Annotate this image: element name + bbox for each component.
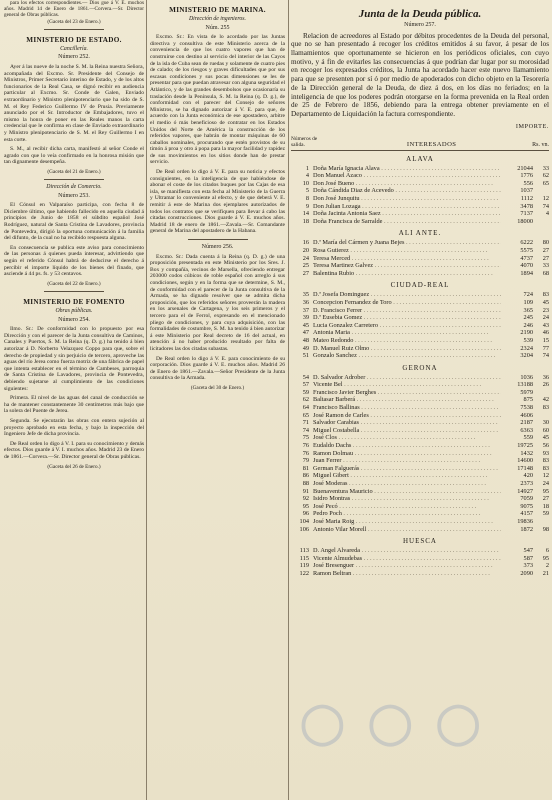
- importe-header: IMPORTE.: [515, 122, 549, 130]
- row-amount: 1037: [520, 187, 533, 195]
- row-name: Gonzalo Sanchez . . .: [313, 352, 501, 360]
- table-row: [291, 518, 549, 526]
- row-name: Don Julian Lozaga . . .: [313, 203, 501, 211]
- row-name: José Pecó . . .: [313, 503, 501, 511]
- source-note: (Gaceta del 21 de Enero.): [47, 168, 101, 175]
- item-number: Núm. 255: [205, 24, 230, 31]
- table-row: [291, 374, 549, 382]
- row-number: 76: [302, 442, 309, 450]
- row-name: Doña Jacinta Antonia Saez . . .: [313, 210, 501, 218]
- row-cents: 59: [542, 510, 549, 518]
- row-name: Lucia Gonzalez Carretero . . .: [313, 322, 501, 330]
- table-row: [291, 381, 549, 389]
- section-subtitle: Dirección de Comercio.: [46, 184, 102, 191]
- article-paragraph: Primera. El nivel de las aguas del canal de conducción se ha de mantener constantemente 30 centímetros más bajo que la solera del Puente de Jerea.: [4, 395, 144, 415]
- row-amount: 547: [523, 547, 533, 555]
- row-name: D. Francisco Ferrer . . .: [313, 307, 501, 315]
- item-number: Número 254.: [58, 316, 90, 323]
- table-row: [291, 547, 549, 555]
- row-name: Pedro Poch . . .: [313, 510, 501, 518]
- row-name: Doña Cándida Diaz de Acevedo . . .: [313, 187, 501, 195]
- table-row: [291, 465, 549, 473]
- table-row: [291, 247, 549, 255]
- row-amount: 6222: [520, 239, 533, 247]
- row-cents: 27: [542, 246, 549, 254]
- row-number: 71: [302, 419, 309, 427]
- article-paragraph: S. M., al recibir dicha carta, manifestó al señor Conde el agrado con que lo veía confirmado en la honrosa misión que tan dignamente desempeña.: [4, 146, 144, 166]
- row-number: 75: [302, 434, 309, 442]
- table-row: [291, 503, 549, 511]
- row-cents: 30: [542, 419, 549, 427]
- table-row: [291, 412, 549, 420]
- table-row: [291, 495, 549, 503]
- row-cents: [533, 412, 549, 420]
- table-row: [291, 187, 549, 195]
- row-cents: 83: [542, 457, 549, 465]
- table-row: [291, 255, 549, 263]
- row-number: 88: [302, 480, 309, 487]
- row-cents: 83: [542, 291, 549, 299]
- row-amount: 373: [523, 562, 533, 570]
- row-name: Concepcion Fernandez de Toro . . .: [313, 299, 501, 307]
- row-name: D.ª María del Cármen y Juana Bejes . . .: [313, 239, 501, 247]
- section-title-junta: Junta de la Deuda pública.: [358, 8, 482, 20]
- table-header: [291, 136, 549, 151]
- column-right: [291, 0, 549, 800]
- row-number: 91: [302, 487, 309, 495]
- section-title-estado: MINISTERIO DE ESTADO.: [26, 35, 122, 44]
- article-paragraph: Excmo. Sr.: Dada cuenta á la Reina (q. D. g.) de una proposición presentada en este Ministerio por los Sres. J. Box y compañía, vecinos de Marsella, ofreciendo entregar 203000 codos cúbicos de roble español con arreglo á sus condiciones, según y en la forma que se determine, S. M., de conformidad con el parecer de la Junta consultiva de la Armada, se ha dignado resolver que se admita dicha proposición, que los referidos señores proveerán la madera en los arsenales de Cartagena, y los seis primeros y el tercero para el de Ferrol, expresando en el mencionado pliego de condiciones, y para cuya adquisición, con las formalidades de costumbre, S. M. ha tenido á bien autorizar á este Ministerio por Real decreto de 16 del actual, en atención á no haber producido resultado por falta de licitadores las dos citadas subastas.: [150, 253, 285, 352]
- row-name: Teresa Merced . . .: [313, 255, 501, 263]
- row-name: Eudaldo Dachs . . .: [313, 442, 501, 450]
- row-amount: 556: [523, 179, 533, 187]
- table-row: [291, 434, 549, 442]
- table-row: [291, 526, 549, 534]
- row-cents: 36: [542, 373, 549, 381]
- row-number: 79: [302, 457, 309, 465]
- row-number: 47: [302, 329, 309, 337]
- row-cents: 83: [542, 404, 549, 412]
- table-row: [291, 345, 549, 353]
- row-number: 65: [302, 411, 309, 419]
- row-amount: 4157: [520, 510, 533, 518]
- row-number: 57: [302, 381, 309, 389]
- row-name: José Moderas . . .: [313, 480, 501, 488]
- row-number: 14: [302, 210, 309, 218]
- row-amount: 14600: [517, 457, 533, 465]
- row-number: 92: [302, 495, 309, 503]
- row-number: 45: [302, 321, 309, 329]
- table-row: [291, 570, 549, 578]
- row-amount: 7137: [520, 210, 533, 218]
- row-cents: 45: [542, 434, 549, 442]
- row-number: 119: [299, 562, 309, 570]
- row-number: 27: [302, 269, 309, 277]
- row-name: D.ª Josefa Dominguez . . .: [313, 291, 501, 299]
- table-row: [291, 210, 549, 218]
- source-note: (Gaceta del 22 de Enero.): [47, 280, 101, 287]
- article-paragraph: De Real orden lo digo á V. E. para conocimiento de su corporación. Dios guarde á V. E. muchos años. Madrid 26 de Enero de 1861.—Zavala.—Señor Presidente de la Junta consultiva de la Armada.: [150, 355, 285, 382]
- row-cents: 80: [542, 239, 549, 247]
- row-amount: 18000: [517, 217, 533, 225]
- row-cents: 24: [542, 314, 549, 322]
- table-row: [291, 555, 549, 563]
- row-amount: 14927: [517, 487, 533, 495]
- row-name: D. Manuel Ruiz Olmo . . .: [313, 345, 501, 353]
- row-name: Don José Bueno . . .: [313, 180, 501, 188]
- row-number: 113: [299, 547, 309, 555]
- table-row: [291, 314, 549, 322]
- row-amount: 2373: [520, 480, 533, 487]
- article-paragraph: Relacion de acreedores al Estado por débitos procedentes de la Deuda del personal, que no se han presentado á recoger los créditos emitidos á su favor, á pesar de los llamamientos que oportunamente se hicieron en los periódicos oficiales, con cuyo motivo, y á fin de evitarles las consecuencias á que podrían dar lugar por su morosidad en recoger los expresados créditos, la Junta ha acordado hacer este nuevo llamamiento para que se presenten por sí ó por medio de apoderados con dicho objeto en la Tesorería de la Dirección general de la Deuda, de diez á dos, en los días no feriados; en la inteligencia de que los poderes podrán otorgarse en la forma prevenida en la Real orden de 25 de Febrero de 1856, debiendo para la entrega obtener previamente en el Departamento de Liquidación la factura correspondiente.: [291, 31, 549, 118]
- row-name: Doña María Ignacia Alava . . .: [313, 165, 501, 173]
- column-left: [4, 0, 144, 800]
- section-subtitle: Cancillería.: [60, 45, 88, 52]
- article-paragraph: El Cónsul en Valparaíso participa, con fecha 8 de Diciembre último, que habiendo fallecido en aquella ciudad á principios de Junio de 1858 el súbdito español José Rodríguez, natural de Santa Cristina de Lavadores, provincia de Pontevedra, dirigió la oportuna comunicación á la familia del difunto, de la cual no ha recibido respuesta alguna.: [4, 202, 144, 242]
- row-cents: 95: [542, 487, 549, 495]
- table-row: [291, 262, 549, 270]
- province-heading: ALAVA: [406, 154, 434, 163]
- source-note: (Gaceta del 26 de Enero.): [47, 463, 101, 470]
- divider: [44, 179, 104, 180]
- row-cents: 26: [542, 381, 549, 389]
- row-amount: 420: [523, 472, 533, 480]
- row-cents: 43: [542, 321, 549, 329]
- row-name: Antonia Maria . . .: [313, 329, 501, 337]
- table-row: [291, 442, 549, 450]
- row-number: 51: [302, 352, 309, 360]
- province-heading: ALI ANTE.: [398, 229, 442, 238]
- row-cents: 12: [542, 195, 549, 202]
- row-amount: 365: [523, 306, 533, 314]
- table-row: [291, 389, 549, 397]
- row-amount: 2090: [520, 569, 533, 577]
- row-number: 106: [299, 525, 309, 533]
- watermark-stamp: ◯ ◯ ◯: [300, 701, 487, 745]
- row-amount: 3478: [520, 202, 533, 210]
- row-number: 36: [302, 298, 309, 306]
- section-title-fomento: MINISTERIO DE FOMENTO: [23, 298, 125, 307]
- row-amount: 559: [523, 434, 533, 442]
- province-heading: HUESCA: [402, 537, 437, 546]
- row-name: Mateo Redondo . . .: [313, 337, 501, 345]
- row-amount: 1872: [520, 525, 533, 533]
- table-row: [291, 352, 549, 360]
- row-cents: 74: [542, 352, 549, 360]
- row-name: Miguel Costabella . . .: [313, 427, 501, 435]
- row-number: 37: [302, 306, 309, 314]
- row-name: Ramon Dolmau . . .: [313, 450, 501, 458]
- section-subtitle: Obras públicas.: [55, 308, 93, 315]
- row-name: Salvador Carabias . . .: [313, 419, 501, 427]
- table-row: [291, 562, 549, 570]
- table-row: [291, 337, 549, 345]
- row-number: 86: [302, 472, 309, 480]
- row-amount: 587: [523, 554, 533, 562]
- row-amount: 19836: [517, 517, 533, 525]
- item-number: Número 253.: [58, 192, 90, 199]
- row-amount: 7538: [520, 404, 533, 412]
- row-amount: 245: [523, 314, 533, 322]
- article-paragraph: Ayer á las nueve de la noche S. M. la Reina nuestra Señora, acompañada del Excmo. Sr. Presidente del Consejo de Ministros, Primer Secretario interino de Estado, y de los altos funcionarios de la Real Casa, se dignó recibir en audiencia particular al Excmo. Sr. Conde de Galen, Enviado extraordinario y Ministro plenipotenciario que ha sido de S. M. el Rey Federico Guillermo IV de Prusia. Previamente anunciado por el Sr. Introductor de Embajadores, tuvo el mismo la honra de poner en las Reales manos la carta credencial que le confirma en clase de Enviado extraordinario y Ministro plenipotenciario de S. M. el Rey Guillermo I en esta corte.: [4, 64, 144, 143]
- row-name: Miguel Gibert . . .: [313, 472, 501, 480]
- row-name: D. Salvador Adrober . . .: [313, 374, 501, 382]
- row-amount: 5575: [520, 246, 533, 254]
- row-cents: [533, 518, 549, 526]
- row-cents: 62: [542, 172, 549, 180]
- row-amount: 1776: [520, 172, 533, 180]
- article-paragraph: De Real orden lo digo á V. E. para su noticia y efectos consiguientes, en la inteligencia de que habiéndose de abonar el coste de los citados buques por las Cajas de esa isla, se manifiesta con esta fecha al Ministerio de la Guerra y Ultramar lo conveniente al efecto, y de que deberá V. E. remitir á este de Marina dos ejemplares autorizados de todos los contratos que se verifiquen para llevar á cabo las citadas construcciones. Dios guarde á V. E. muchos años. Madrid 18 de enero de 1861.—Zavala.—Sr. Comandante general de Marina del apostadero de la Habana.: [150, 169, 285, 235]
- row-amount: 1432: [520, 449, 533, 457]
- row-amount: 1036: [520, 373, 533, 381]
- row-number: 5: [305, 187, 309, 195]
- row-name: Baltasar Barberá . . .: [313, 396, 501, 404]
- row-name: Vicente Almudebas . . .: [313, 555, 501, 563]
- article-paragraph: En consecuencia se publica este aviso para conocimiento de las personas á quienes pueda interesar, advirtiendo que según el referido Cónsul habrá de deducirse el derecho á percibir el importe líquido de los bienes del finado, que asciende á 44 ps. fs. y 53 centavos.: [4, 244, 144, 278]
- row-number: 74: [302, 426, 309, 434]
- row-name: German Falguerás . . .: [313, 465, 501, 473]
- row-number: 24: [302, 254, 309, 262]
- row-number: 48: [302, 336, 309, 344]
- article-paragraph: Ilmo. Sr.: De conformidad con lo propuesto por esa Dirección y con el parecer de la Junta consultiva de Caminos, Canales y Puertos, S. M. la Reina (q. D. g.) ha tenido á bien autorizar á D. Norberto Velazquez Coppo para que, sobre el derecho de propiedad y sin perjuicio de tercero, aproveche las aguas del río Jerea como fuerza motriz de una fábrica de papel que intenta establecer en el término de Cambeses, parroquia de Santa Cristina de Lavadores, provincia de Pontevedra, debiendo sujetarse al cumplimiento de las condiciones siguientes:: [4, 326, 144, 392]
- row-number: 76: [302, 449, 309, 457]
- row-cents: 24: [542, 480, 549, 487]
- row-cents: 77: [542, 344, 549, 352]
- row-name: José Bresenguer . . .: [313, 562, 501, 570]
- row-cents: 33: [542, 262, 549, 270]
- row-amount: 1112: [520, 195, 533, 202]
- row-amount: 2190: [520, 329, 533, 337]
- row-name: Don Manuel Azaco . . .: [313, 172, 501, 180]
- row-number: 20: [302, 246, 309, 254]
- row-name: José Clos . . .: [313, 434, 501, 442]
- row-name: Francisco Javier Berghes . . .: [313, 389, 501, 397]
- row-cents: 74: [542, 202, 549, 210]
- row-amount: 5979: [520, 388, 533, 396]
- row-number: 10: [302, 179, 309, 187]
- row-amount: 7059: [520, 495, 533, 503]
- row-cents: 15: [542, 336, 549, 344]
- divider: [44, 29, 104, 30]
- column-divider: [146, 0, 147, 800]
- table-row: [291, 404, 549, 412]
- source-note: (Gaceta del 30 de Enero.): [190, 384, 245, 391]
- table-row: [291, 480, 549, 488]
- row-cents: [533, 218, 549, 226]
- row-name: Antonio Vilar Morell . . .: [313, 526, 501, 534]
- row-number: 64: [302, 404, 309, 412]
- row-cents: 93: [542, 449, 549, 457]
- row-amount: 13188: [517, 381, 533, 389]
- table-row: [291, 218, 549, 226]
- divider: [188, 239, 248, 240]
- row-number: 35: [302, 291, 309, 299]
- row-cents: 6: [545, 547, 549, 555]
- row-amount: 875: [523, 396, 533, 404]
- row-cents: 33: [542, 164, 549, 172]
- table-row: [291, 172, 549, 180]
- source-note: (Gaceta del 23 de Enero.): [47, 18, 101, 25]
- table-row: [291, 195, 549, 203]
- row-cents: 45: [542, 298, 549, 306]
- column-divider: [288, 0, 289, 800]
- row-amount: 246: [523, 321, 533, 329]
- row-cents: 27: [542, 495, 549, 503]
- table-row: [291, 291, 549, 299]
- article-paragraph: De Real orden lo digo á V. I. para su conocimiento y demás efectos. Dios guarde á V. I. muchos años. Madrid 23 de Enero de 1861.—Corvera.—Sr. Director general de Obras públicas.: [4, 440, 144, 460]
- row-amount: 724: [523, 291, 533, 299]
- row-cents: [533, 389, 549, 397]
- row-name: Don José Junquitu . . .: [313, 195, 501, 203]
- item-number: Número 256.: [201, 244, 234, 250]
- table-row: [291, 203, 549, 211]
- row-number: 4: [305, 172, 309, 180]
- article-paragraph: Segunda. Se ejecutarán las obras con entera sujeción al proyecto aprobado en esta fecha, y bajo la inspección del Ingeniero Jefe de dicha provincia.: [4, 417, 144, 438]
- row-number: 1: [305, 164, 309, 172]
- row-cents: 23: [542, 306, 549, 314]
- column-middle: [150, 0, 285, 800]
- table-row: [291, 299, 549, 307]
- row-cents: 4: [545, 210, 549, 218]
- item-number: Número 257.: [404, 22, 436, 28]
- row-cents: 56: [542, 442, 549, 450]
- row-amount: 109: [523, 298, 533, 306]
- table-row: [291, 450, 549, 458]
- row-cents: 83: [542, 464, 549, 472]
- table-row: [291, 329, 549, 337]
- row-number: 49: [302, 344, 309, 352]
- row-number: 18: [302, 217, 309, 225]
- row-name: Teresa Martinez Galvez . . .: [313, 262, 501, 270]
- item-number: Número 252.: [58, 54, 90, 61]
- row-cents: 12: [542, 472, 549, 480]
- row-amount: 17148: [517, 464, 533, 472]
- column-header-number: Números de salida.: [291, 135, 318, 148]
- row-number: 122: [299, 569, 309, 577]
- row-name: José Ramon de Carles . . .: [313, 412, 501, 420]
- column-header-amount: Rs. vn.: [532, 141, 549, 148]
- row-cents: 27: [542, 254, 549, 262]
- table-row: [291, 396, 549, 404]
- row-name: Balentina Rubio . . .: [313, 270, 501, 278]
- row-amount: 21044: [517, 164, 533, 172]
- table-row: [291, 322, 549, 330]
- row-number: 9: [305, 202, 309, 210]
- row-cents: 65: [542, 179, 549, 187]
- intro-paragraph: para los efectos correspondientes.— Dios gue á V. E. muchos años. Madrid 14 de Enero de 1861.—Corvera.—Sr. Director general de Obras públicas.: [4, 0, 144, 19]
- row-name: José Maria Roig . . .: [313, 518, 501, 526]
- row-cents: [533, 187, 549, 195]
- row-amount: 6363: [520, 426, 533, 434]
- row-name: D.ª Eusebia Gomez . . .: [313, 314, 501, 322]
- province-heading: GERONA: [402, 363, 438, 372]
- row-number: 62: [302, 396, 309, 404]
- row-amount: 3204: [520, 352, 533, 360]
- row-cents: 18: [542, 502, 549, 510]
- row-amount: 2187: [520, 419, 533, 427]
- article-paragraph: Excmo. Sr.: En vista de lo acordado por las Juntas directiva y consultiva de este Ministerio acerca de la conveniencia de que los cuatro vapores que han de construirse con destino al servicio del interior de las Cayos de la isla de Cuba sean de ruedas y solamente de cuatro pies de calado; de los riesgos y graves dificultades que por sus escasas condiciones y sus pocas dimensiones se les de presentar para que puedan atravesar con alguna seguridad el Atlántico, y de las grandes desembolsos que ocasionaría su traslación desde la Península, S. M. la Reina (q. D. g.), de conformidad con el parecer del Consejo de señores Ministros, se ha dignado autorizar á V. E. para que, de acuerdo con la Junta económica de ese apostadero, arbitre el medio ó más beneficioso de contratar en los Estados Unidos del Norte de América la construcción de los referidos vapores, que habrán de montar máquinas de 60 caballos nominales, procurando que estén provistos de su timón á proa y otro á popa para la mayor facilidad y rapidez de sus movimientos en los sitios donde han de prestar servicio.: [150, 34, 285, 166]
- row-name: Juan Ferrer . . .: [313, 457, 501, 465]
- row-cents: 98: [542, 525, 549, 533]
- row-name: Francisco Ballinas . . .: [313, 404, 501, 412]
- row-amount: 19725: [517, 442, 533, 450]
- table-row: [291, 457, 549, 465]
- table-row: [291, 419, 549, 427]
- row-cents: 68: [542, 269, 549, 277]
- section-title-marina: MINISTERIO DE MARINA.: [169, 6, 266, 14]
- row-number: 96: [302, 510, 309, 518]
- row-cents: 2: [545, 562, 549, 570]
- row-number: 115: [299, 554, 309, 562]
- row-amount: 9075: [520, 502, 533, 510]
- row-amount: 539: [523, 336, 533, 344]
- table-row: [291, 270, 549, 278]
- row-cents: 21: [542, 569, 549, 577]
- table-row: [291, 488, 549, 496]
- table-row: [291, 165, 549, 173]
- row-cents: 95: [542, 554, 549, 562]
- column-header-names: INTERESADOS: [406, 140, 457, 148]
- row-amount: 4737: [520, 254, 533, 262]
- row-amount: 1894: [520, 269, 533, 277]
- divider: [44, 291, 104, 292]
- row-number: 104: [299, 517, 309, 525]
- row-name: Vicente Bel . . .: [313, 381, 501, 389]
- row-cents: 60: [542, 426, 549, 434]
- section-subtitle: Dirección de ingenieros.: [188, 16, 247, 22]
- row-cents: 46: [542, 329, 549, 337]
- row-amount: 2324: [520, 344, 533, 352]
- table-row: [291, 472, 549, 480]
- table-row: [291, 180, 549, 188]
- table-row: [291, 427, 549, 435]
- row-number: 81: [302, 464, 309, 472]
- row-number: 8: [305, 195, 309, 202]
- creditors-table: [291, 155, 549, 578]
- row-amount: 4070: [520, 262, 533, 270]
- province-heading: CIUDAD-REAL: [390, 281, 450, 290]
- row-number: 16: [302, 239, 309, 247]
- row-number: 59: [302, 388, 309, 396]
- table-row: [291, 239, 549, 247]
- row-number: 39: [302, 314, 309, 322]
- table-row: [291, 307, 549, 315]
- row-number: 54: [302, 373, 309, 381]
- row-number: 95: [302, 502, 309, 510]
- row-number: 25: [302, 262, 309, 270]
- row-name: Rosa Gutierez . . .: [313, 247, 501, 255]
- row-name: Buenaventura Mauricio . . .: [313, 488, 501, 496]
- row-name: Doña Francisca de Sarralde . . .: [313, 218, 501, 226]
- row-name: D. Angel Alvareda . . .: [313, 547, 501, 555]
- row-name: Ramon Beltran . . .: [313, 570, 501, 578]
- table-row: [291, 510, 549, 518]
- row-cents: 42: [542, 396, 549, 404]
- row-name: Isidro Montras . . .: [313, 495, 501, 503]
- row-amount: 4606: [520, 411, 533, 419]
